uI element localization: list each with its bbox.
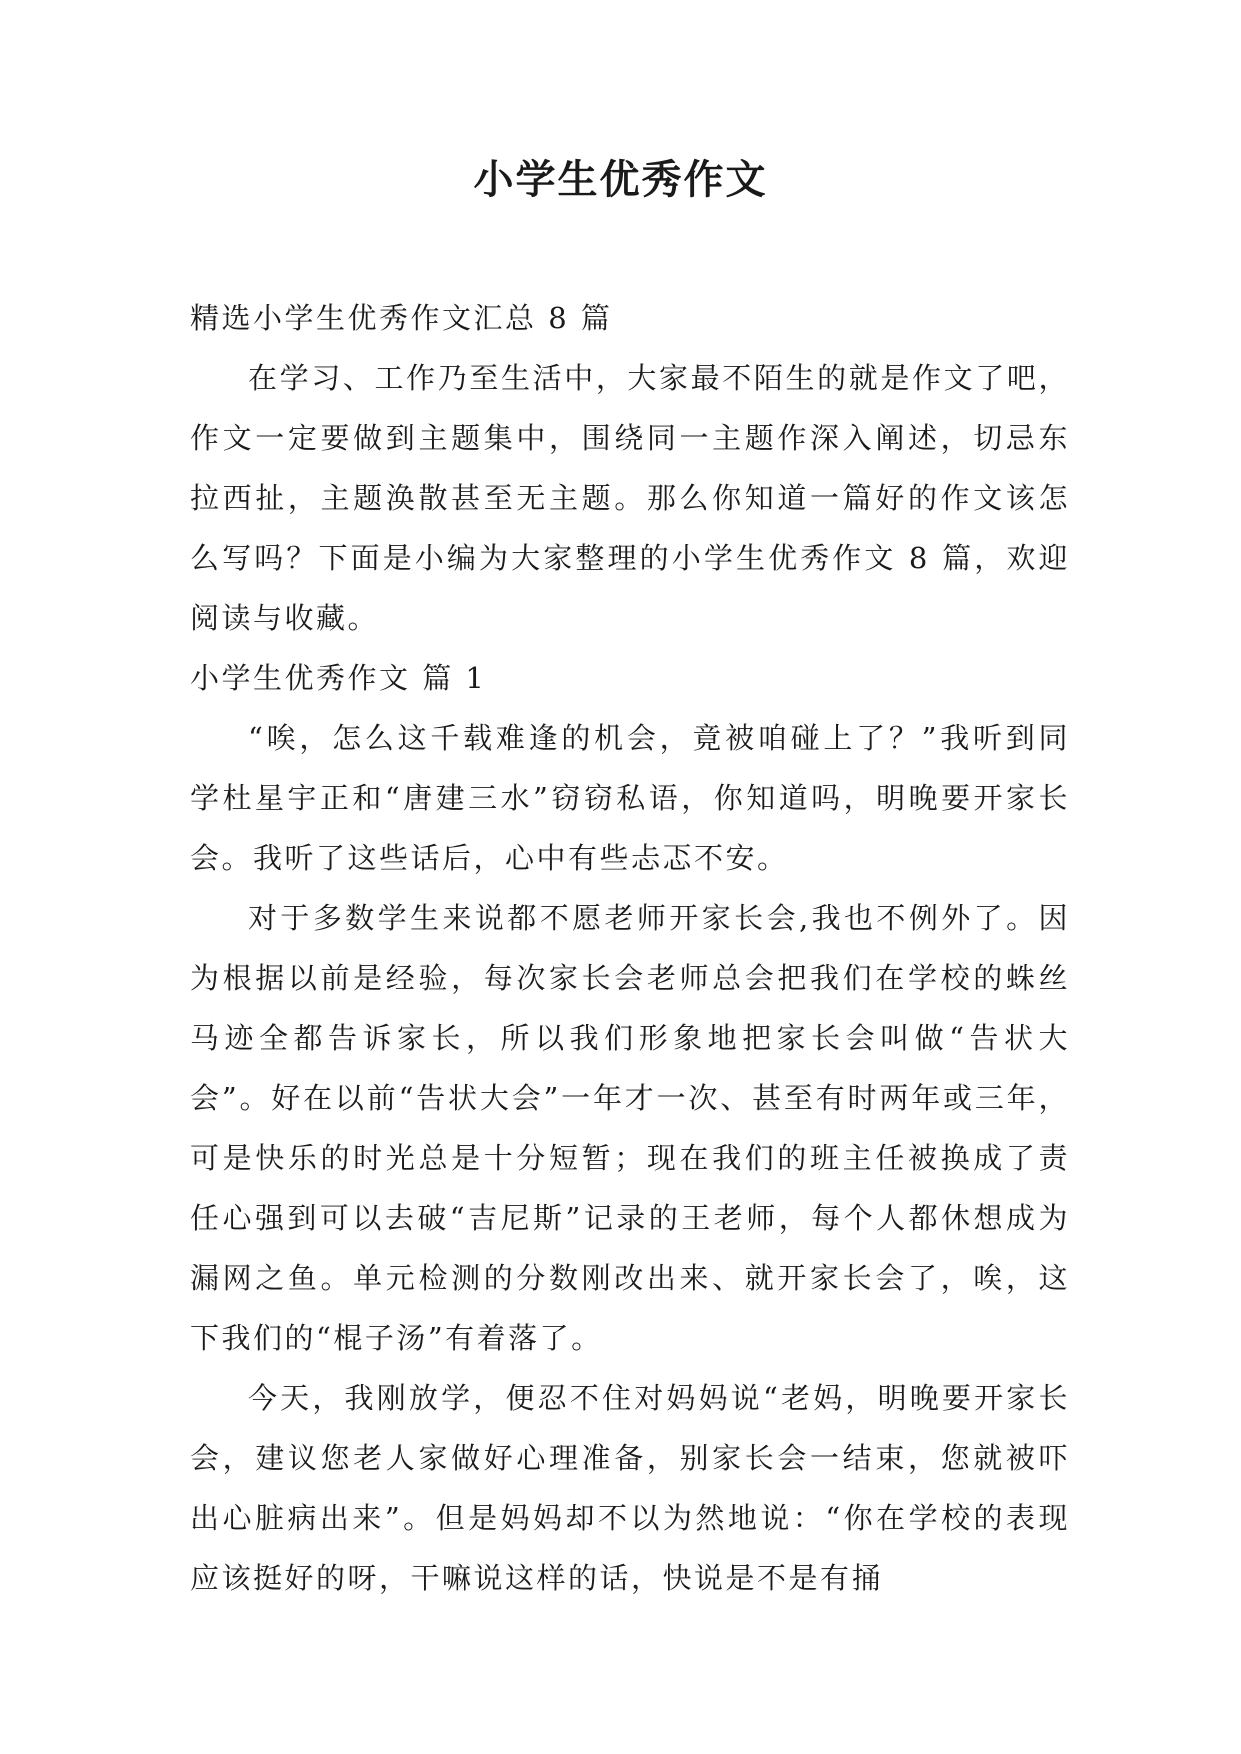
intro-paragraph: 在学习、工作乃至生活中，大家最不陌生的就是作文了吧，作文一定要做到主题集中，围绕同一主题作深入阐述，切忌东拉西扯，主题涣散甚至无主题。那么你知道一篇好的作文该怎么写吗？下面是小编为大家整理的小学生优秀作文 8 篇，欢迎阅读与收藏。: [190, 361, 1070, 635]
section-heading: 小学生优秀作文 篇 1: [190, 661, 487, 695]
body-paragraph-1: “唉，怎么这千载难逢的机会，竟被咱碰上了？”我听到同学杜星宇正和“唐建三水”窃窃私语，你知道吗，明晚要开家长会。我听了这些话后，心中有些忐忑不安。: [190, 721, 1070, 875]
body-paragraph-2: 对于多数学生来说都不愿老师开家长会,我也不例外了。因为根据以前是经验，每次家长会老师总会把我们在学校的蛛丝马迹全都告诉家长，所以我们形象地把家长会叫做“告状大会”。好在以前“告状大会”一年才一次、甚至有时两年或三年，可是快乐的时光总是十分短暂；现在我们的班主任被换成了责任心强到可以去破“吉尼斯”记录的王老师，每个人都休想成为漏网之鱼。单元检测的分数刚改出来、就开家长会了，唉，这下我们的“棍子汤”有着落了。: [190, 901, 1070, 1355]
document-body: [190, 288, 1070, 1608]
document-title: 小学生优秀作文: [473, 157, 768, 203]
document-subtitle: 精选小学生优秀作文汇总 8 篇: [190, 301, 613, 335]
body-paragraph-3: 今天，我刚放学，便忍不住对妈妈说“老妈，明晚要开家长会，建议您老人家做好心理准备，别家长会一结束，您就被吓出心脏病出来”。但是妈妈却不以为然地说：“你在学校的表现应该挺好的呀，干嘛说这样的话，快说是不是有捅: [190, 1381, 1070, 1595]
